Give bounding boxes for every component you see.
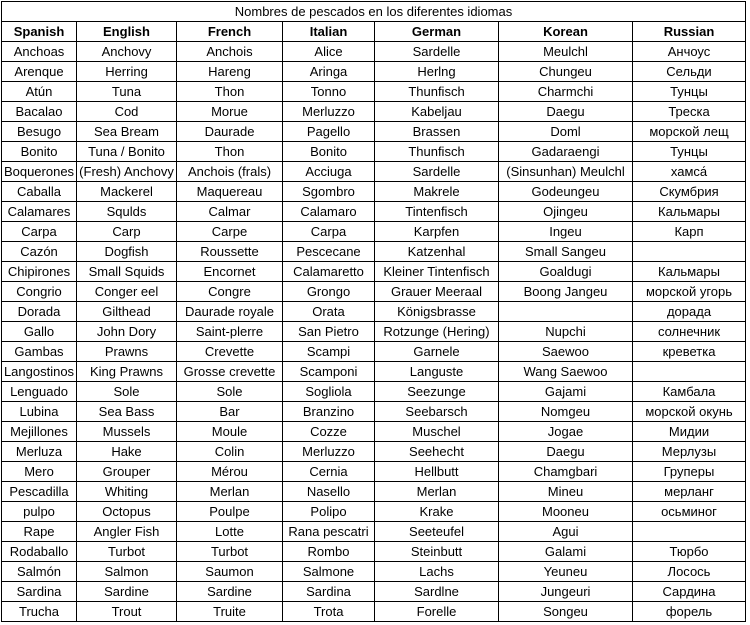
cell-italian: San Pietro	[283, 322, 375, 342]
cell-english: Sardine	[77, 582, 177, 602]
cell-russian: морской лещ	[633, 122, 746, 142]
cell-german: Merlan	[375, 482, 499, 502]
cell-spanish: pulpo	[2, 502, 77, 522]
cell-italian: Scampi	[283, 342, 375, 362]
cell-spanish: Boquerones	[2, 162, 77, 182]
cell-german: Tintenfisch	[375, 202, 499, 222]
table-row	[2, 562, 746, 582]
cell-korean: (Sinsunhan) Meulchl	[499, 162, 633, 182]
cell-russian: Скумбрия	[633, 182, 746, 202]
cell-english: Sea Bream	[77, 122, 177, 142]
cell-italian: Orata	[283, 302, 375, 322]
cell-italian: Polipo	[283, 502, 375, 522]
cell-german: Hellbutt	[375, 462, 499, 482]
cell-korean: Charmchi	[499, 82, 633, 102]
cell-italian: Trota	[283, 602, 375, 622]
cell-russian	[633, 362, 746, 382]
cell-italian: Sogliola	[283, 382, 375, 402]
cell-german: Katzenhal	[375, 242, 499, 262]
cell-korean: Agui	[499, 522, 633, 542]
cell-french: Mérou	[177, 462, 283, 482]
cell-french: Encornet	[177, 262, 283, 282]
cell-french: Daurade royale	[177, 302, 283, 322]
cell-spanish: Arenque	[2, 62, 77, 82]
cell-english: Mussels	[77, 422, 177, 442]
cell-russian: Камбала	[633, 382, 746, 402]
cell-german: Forelle	[375, 602, 499, 622]
cell-german: Brassen	[375, 122, 499, 142]
cell-russian: морской окунь	[633, 402, 746, 422]
cell-spanish: Rodaballo	[2, 542, 77, 562]
cell-french: Truite	[177, 602, 283, 622]
cell-italian: Tonno	[283, 82, 375, 102]
cell-english: King Prawns	[77, 362, 177, 382]
table-body	[2, 42, 746, 622]
cell-german: Thunfisch	[375, 142, 499, 162]
cell-spanish: Gambas	[2, 342, 77, 362]
cell-italian: Branzino	[283, 402, 375, 422]
cell-korean: Gajami	[499, 382, 633, 402]
cell-french: Colin	[177, 442, 283, 462]
cell-english: Carp	[77, 222, 177, 242]
cell-spanish: Caballa	[2, 182, 77, 202]
table-row	[2, 322, 746, 342]
cell-french: Anchois (frals)	[177, 162, 283, 182]
table-row	[2, 442, 746, 462]
cell-russian: форель	[633, 602, 746, 622]
cell-german: Steinbutt	[375, 542, 499, 562]
cell-russian: Тунцы	[633, 142, 746, 162]
cell-italian: Cozze	[283, 422, 375, 442]
table-row	[2, 422, 746, 442]
column-header-french: French	[177, 22, 283, 42]
fish-names-table	[1, 1, 746, 622]
cell-spanish: Lenguado	[2, 382, 77, 402]
cell-russian: Кальмары	[633, 202, 746, 222]
cell-german: Sardelle	[375, 162, 499, 182]
cell-korean: Daegu	[499, 102, 633, 122]
cell-russian: Лосось	[633, 562, 746, 582]
cell-russian: Тунцы	[633, 82, 746, 102]
cell-english: (Fresh) Anchovy	[77, 162, 177, 182]
cell-english: Hake	[77, 442, 177, 462]
cell-german: Sardlne	[375, 582, 499, 602]
cell-spanish: Carpa	[2, 222, 77, 242]
cell-french: Morue	[177, 102, 283, 122]
cell-french: Moule	[177, 422, 283, 442]
cell-russian: Мерлузы	[633, 442, 746, 462]
cell-italian: Rombo	[283, 542, 375, 562]
cell-german: Seebarsch	[375, 402, 499, 422]
table-row	[2, 182, 746, 202]
cell-italian: Alice	[283, 42, 375, 62]
cell-korean: Small Sangeu	[499, 242, 633, 262]
cell-italian: Bonito	[283, 142, 375, 162]
title-row	[2, 2, 746, 22]
cell-english: Herring	[77, 62, 177, 82]
cell-french: Grosse crevette	[177, 362, 283, 382]
cell-korean: Daegu	[499, 442, 633, 462]
cell-russian: Груперы	[633, 462, 746, 482]
cell-italian: Aringa	[283, 62, 375, 82]
cell-german: Seezunge	[375, 382, 499, 402]
column-header-russian: Russian	[633, 22, 746, 42]
cell-english: Prawns	[77, 342, 177, 362]
cell-french: Thon	[177, 142, 283, 162]
cell-italian: Merluzzo	[283, 442, 375, 462]
table-row	[2, 102, 746, 122]
cell-korean: Nomgeu	[499, 402, 633, 422]
cell-russian	[633, 522, 746, 542]
cell-russian	[633, 242, 746, 262]
cell-french: Roussette	[177, 242, 283, 262]
cell-spanish: Bonito	[2, 142, 77, 162]
cell-korean: Godeungeu	[499, 182, 633, 202]
cell-english: Salmon	[77, 562, 177, 582]
cell-russian: Мидии	[633, 422, 746, 442]
cell-korean: Boong Jangeu	[499, 282, 633, 302]
table-row	[2, 362, 746, 382]
cell-german: Thunfisch	[375, 82, 499, 102]
cell-english: Tuna / Bonito	[77, 142, 177, 162]
table-row	[2, 202, 746, 222]
table-title: Nombres de pescados en los diferentes idiomas	[2, 2, 746, 22]
cell-spanish: Trucha	[2, 602, 77, 622]
cell-spanish: Bacalao	[2, 102, 77, 122]
cell-french: Lotte	[177, 522, 283, 542]
cell-german: Languste	[375, 362, 499, 382]
cell-french: Crevette	[177, 342, 283, 362]
cell-french: Merlan	[177, 482, 283, 502]
cell-german: Kabeljau	[375, 102, 499, 122]
cell-korean: Jungeuri	[499, 582, 633, 602]
cell-english: Sea Bass	[77, 402, 177, 422]
cell-english: Conger eel	[77, 282, 177, 302]
cell-korean: Yeuneu	[499, 562, 633, 582]
cell-italian: Pagello	[283, 122, 375, 142]
cell-german: Lachs	[375, 562, 499, 582]
cell-italian: Salmone	[283, 562, 375, 582]
cell-spanish: Besugo	[2, 122, 77, 142]
cell-italian: Nasello	[283, 482, 375, 502]
cell-spanish: Langostinos	[2, 362, 77, 382]
cell-english: Angler Fish	[77, 522, 177, 542]
cell-spanish: Dorada	[2, 302, 77, 322]
cell-english: Dogfish	[77, 242, 177, 262]
cell-spanish: Gallo	[2, 322, 77, 342]
cell-korean	[499, 302, 633, 322]
cell-german: Grauer Meeraal	[375, 282, 499, 302]
cell-korean: Nupchi	[499, 322, 633, 342]
cell-english: Tuna	[77, 82, 177, 102]
cell-spanish: Salmón	[2, 562, 77, 582]
cell-korean: Songeu	[499, 602, 633, 622]
column-header-spanish: Spanish	[2, 22, 77, 42]
cell-korean: Jogae	[499, 422, 633, 442]
cell-italian: Scamponi	[283, 362, 375, 382]
cell-german: Krake	[375, 502, 499, 522]
cell-russian: Треска	[633, 102, 746, 122]
cell-english: John Dory	[77, 322, 177, 342]
table-row	[2, 262, 746, 282]
cell-german: Karpfen	[375, 222, 499, 242]
cell-italian: Carpa	[283, 222, 375, 242]
cell-french: Saint-plerre	[177, 322, 283, 342]
cell-french: Congre	[177, 282, 283, 302]
table-row	[2, 302, 746, 322]
cell-spanish: Chipirones	[2, 262, 77, 282]
table-row	[2, 582, 746, 602]
cell-english: Whiting	[77, 482, 177, 502]
column-header-italian: Italian	[283, 22, 375, 42]
cell-russian: Анчоус	[633, 42, 746, 62]
cell-russian: Карп	[633, 222, 746, 242]
cell-spanish: Anchoas	[2, 42, 77, 62]
cell-spanish: Cazón	[2, 242, 77, 262]
table-row	[2, 502, 746, 522]
cell-french: Calmar	[177, 202, 283, 222]
cell-spanish: Mejillones	[2, 422, 77, 442]
cell-french: Anchois	[177, 42, 283, 62]
cell-french: Sardine	[177, 582, 283, 602]
table-row	[2, 282, 746, 302]
cell-russian: Сардина	[633, 582, 746, 602]
cell-english: Anchovy	[77, 42, 177, 62]
cell-italian: Sardina	[283, 582, 375, 602]
cell-spanish: Merluza	[2, 442, 77, 462]
column-header-english: English	[77, 22, 177, 42]
cell-russian: Кальмары	[633, 262, 746, 282]
cell-italian: Sgombro	[283, 182, 375, 202]
cell-german: Makrele	[375, 182, 499, 202]
header-row	[2, 22, 746, 42]
cell-french: Hareng	[177, 62, 283, 82]
column-header-korean: Korean	[499, 22, 633, 42]
cell-english: Trout	[77, 602, 177, 622]
cell-german: Sardelle	[375, 42, 499, 62]
cell-italian: Calamaretto	[283, 262, 375, 282]
cell-german: Garnele	[375, 342, 499, 362]
cell-korean: Ojingeu	[499, 202, 633, 222]
cell-english: Squlds	[77, 202, 177, 222]
table-row	[2, 222, 746, 242]
cell-russian: Сельди	[633, 62, 746, 82]
table-row	[2, 82, 746, 102]
cell-italian: Acciuga	[283, 162, 375, 182]
table-row	[2, 342, 746, 362]
cell-spanish: Pescadilla	[2, 482, 77, 502]
table-row	[2, 402, 746, 422]
cell-korean: Saewoo	[499, 342, 633, 362]
table-row	[2, 542, 746, 562]
cell-russian: осьминог	[633, 502, 746, 522]
table-row	[2, 42, 746, 62]
cell-russian: морской угорь	[633, 282, 746, 302]
cell-korean: Galami	[499, 542, 633, 562]
cell-english: Grouper	[77, 462, 177, 482]
table-row	[2, 122, 746, 142]
cell-french: Poulpe	[177, 502, 283, 522]
cell-german: Rotzunge (Hering)	[375, 322, 499, 342]
cell-english: Mackerel	[77, 182, 177, 202]
cell-italian: Rana pescatri	[283, 522, 375, 542]
cell-korean: Goaldugi	[499, 262, 633, 282]
column-header-german: German	[375, 22, 499, 42]
cell-english: Gilthead	[77, 302, 177, 322]
cell-german: Königsbrasse	[375, 302, 499, 322]
cell-russian: Тюрбо	[633, 542, 746, 562]
cell-spanish: Rape	[2, 522, 77, 542]
cell-german: Muschel	[375, 422, 499, 442]
cell-spanish: Mero	[2, 462, 77, 482]
cell-german: Kleiner Tintenfisch	[375, 262, 499, 282]
cell-french: Thon	[177, 82, 283, 102]
cell-korean: Doml	[499, 122, 633, 142]
table-row	[2, 382, 746, 402]
cell-french: Bar	[177, 402, 283, 422]
cell-russian: хамса́	[633, 162, 746, 182]
cell-french: Turbot	[177, 542, 283, 562]
cell-french: Daurade	[177, 122, 283, 142]
cell-spanish: Sardina	[2, 582, 77, 602]
cell-english: Turbot	[77, 542, 177, 562]
table-row	[2, 162, 746, 182]
cell-korean: Ingeu	[499, 222, 633, 242]
cell-spanish: Lubina	[2, 402, 77, 422]
cell-english: Octopus	[77, 502, 177, 522]
cell-english: Sole	[77, 382, 177, 402]
cell-french: Maquereau	[177, 182, 283, 202]
cell-russian: креветка	[633, 342, 746, 362]
cell-korean: Meulchl	[499, 42, 633, 62]
cell-german: Seeteufel	[375, 522, 499, 542]
cell-italian: Calamaro	[283, 202, 375, 222]
cell-italian: Grongo	[283, 282, 375, 302]
table-row	[2, 482, 746, 502]
cell-korean: Chungeu	[499, 62, 633, 82]
cell-korean: Mineu	[499, 482, 633, 502]
cell-italian: Cernia	[283, 462, 375, 482]
table-row	[2, 522, 746, 542]
cell-italian: Pescecane	[283, 242, 375, 262]
cell-russian: солнечник	[633, 322, 746, 342]
cell-korean: Mooneu	[499, 502, 633, 522]
table-row	[2, 462, 746, 482]
table-row	[2, 62, 746, 82]
cell-german: Seehecht	[375, 442, 499, 462]
cell-korean: Gadaraengi	[499, 142, 633, 162]
cell-russian: мерланг	[633, 482, 746, 502]
cell-korean: Chamgbari	[499, 462, 633, 482]
table-row	[2, 242, 746, 262]
cell-spanish: Atún	[2, 82, 77, 102]
cell-russian: дорада	[633, 302, 746, 322]
cell-english: Cod	[77, 102, 177, 122]
table-row	[2, 602, 746, 622]
cell-english: Small Squids	[77, 262, 177, 282]
cell-italian: Merluzzo	[283, 102, 375, 122]
cell-korean: Wang Saewoo	[499, 362, 633, 382]
cell-spanish: Congrio	[2, 282, 77, 302]
cell-french: Saumon	[177, 562, 283, 582]
cell-french: Sole	[177, 382, 283, 402]
cell-spanish: Calamares	[2, 202, 77, 222]
table-row	[2, 142, 746, 162]
cell-german: Herlng	[375, 62, 499, 82]
cell-french: Carpe	[177, 222, 283, 242]
